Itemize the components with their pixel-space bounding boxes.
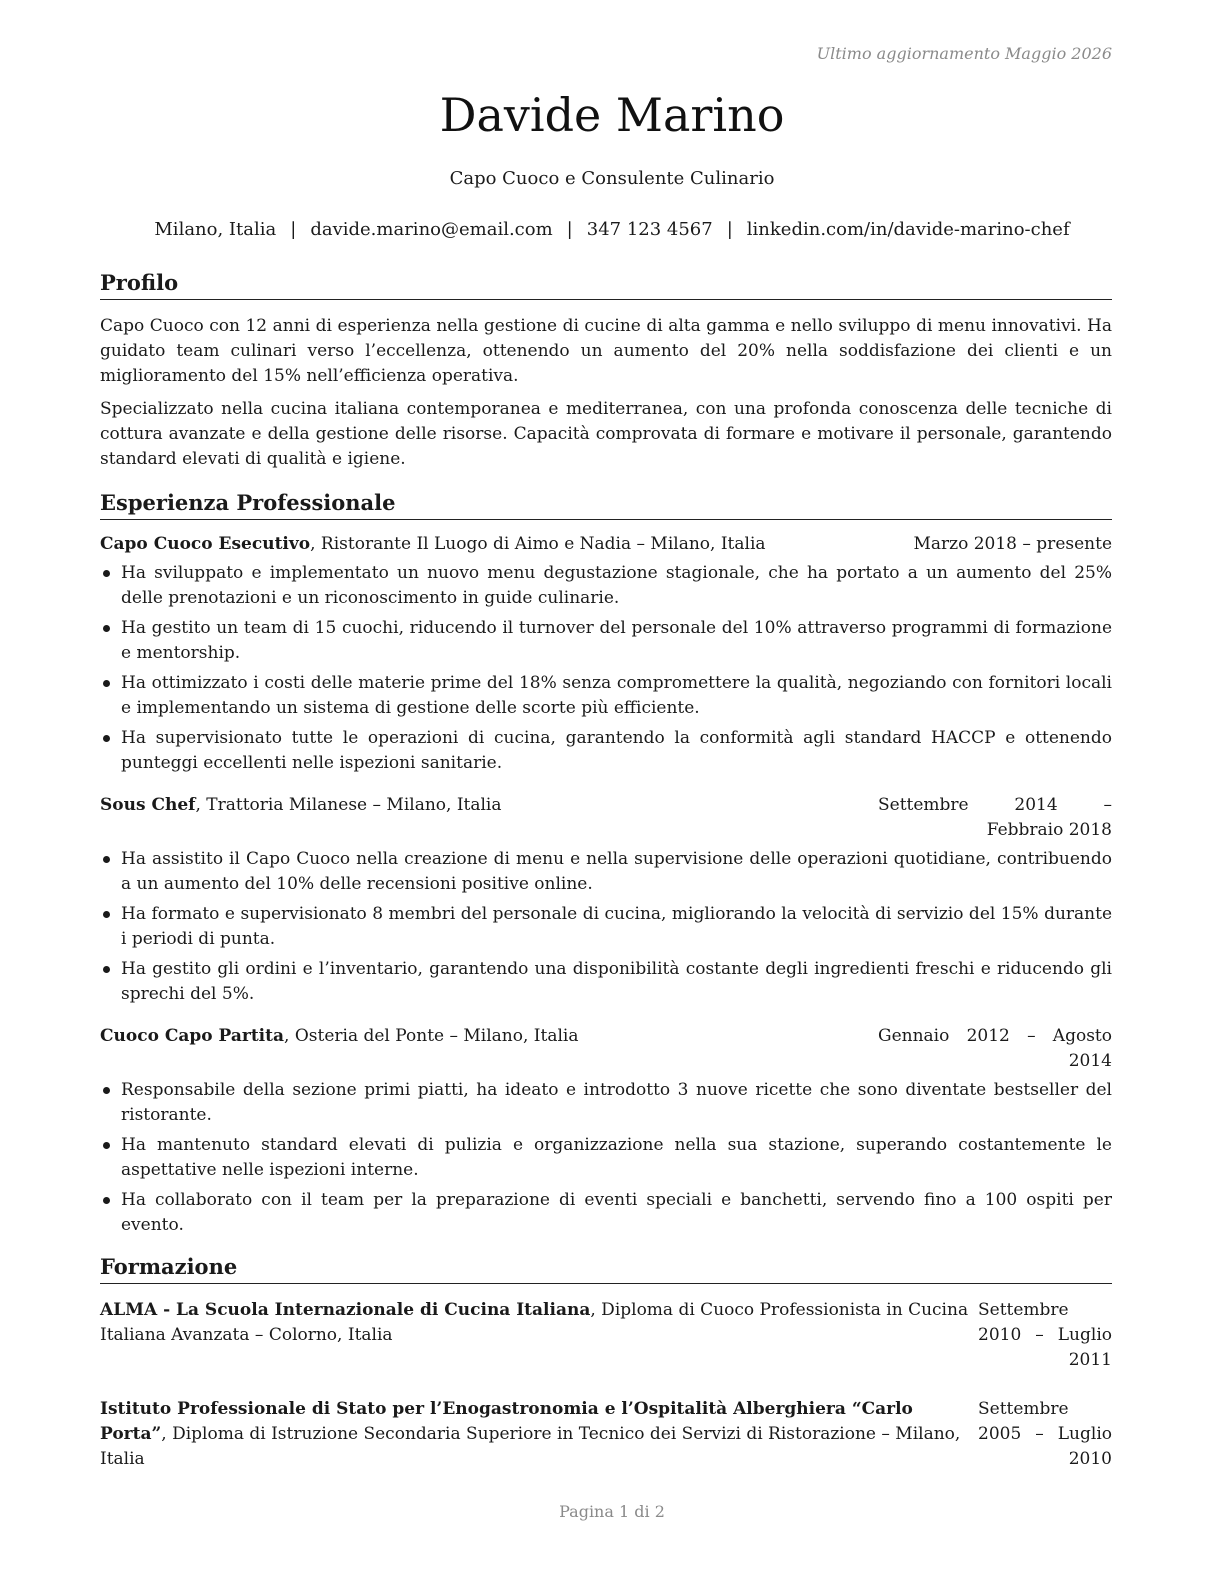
- job-bullets: [100, 561, 1112, 776]
- profile-paragraph: Specializzato nella cucina italiana contemporanea e mediterranea, con una profonda conoscenza delle tecniche di cottura avanzate e della gestione delle risorse. Capacità comprovata di formare e motivare il personale, garantendo standard elevati di qualità e igiene.: [100, 399, 1112, 469]
- education-entry: [100, 1397, 1112, 1472]
- list-item: [100, 616, 1112, 666]
- bullet-text: Ha collaborato con il team per la preparazione di eventi speciali e banchetti, servendo fino a 100 ospiti per evento.: [121, 1190, 1112, 1235]
- bullet-icon: [103, 966, 110, 973]
- bullet-icon: [103, 1087, 110, 1094]
- section-title-education: Formazione: [100, 1252, 1112, 1284]
- contact-email[interactable]: davide.marino@email.com: [310, 219, 553, 240]
- education-detail: , Diploma di Istruzione Secondaria Superiore in Tecnico dei Servizi di Ristorazione – Milano, Italia: [100, 1424, 961, 1469]
- bullet-icon: [103, 735, 110, 742]
- education-dates: Settembre 2010 – Luglio 2011: [978, 1300, 1112, 1370]
- job-bullets: [100, 847, 1112, 1007]
- education-section: [100, 1252, 1112, 1472]
- job-header: [100, 532, 1112, 557]
- education-school: ALMA - La Scuola Internazionale di Cucina Italiana: [100, 1300, 591, 1320]
- contact-linkedin[interactable]: linkedin.com/in/davide-marino-chef: [746, 219, 1070, 240]
- contact-phone[interactable]: 347 123 4567: [586, 219, 713, 240]
- job-title: [100, 793, 878, 843]
- section-title-experience: Esperienza Professionale: [100, 488, 1112, 520]
- bullet-text: Responsabile della sezione primi piatti, ha ideato e introdotto 3 nuove ricette che sono diventate bestseller del ristorante.: [121, 1080, 1112, 1125]
- job-dates: Gennaio 2012 – Agosto 2014: [878, 1026, 1112, 1071]
- contact-line: [0, 219, 1224, 240]
- list-item: [100, 847, 1112, 897]
- page-number: Pagina 1 di 2: [559, 1502, 665, 1521]
- education-description: [100, 1298, 978, 1373]
- bullet-text: Ha assistito il Capo Cuoco nella creazione di menu e nella supervisione delle operazioni quotidiane, contribuendo a un aumento del 10% delle recensioni positive online.: [121, 849, 1112, 894]
- job-subtitle: Capo Cuoco e Consulente Culinario: [449, 168, 775, 189]
- contact-separator: |: [566, 219, 573, 240]
- last-updated-note: Ultimo aggiornamento Maggio 2026: [816, 44, 1112, 63]
- experience-section: [100, 488, 1112, 1238]
- job-role: Cuoco Capo Partita: [100, 1026, 285, 1046]
- bullet-icon: [103, 911, 110, 918]
- education-detail: , Diploma di Cuoco Professionista in Cucina Italiana Avanzata – Colorno, Italia: [100, 1300, 969, 1345]
- profile-section: [100, 268, 1112, 472]
- education-school: Istituto Professionale di Stato per l’Enogastronomia e l’Ospitalità Alberghiera “Carlo Porta”: [100, 1399, 913, 1444]
- job-bullets: [100, 1078, 1112, 1238]
- bullet-text: Ha supervisionato tutte le operazioni di cucina, garantendo la conformità agli standard HACCP e ottenendo punteggi eccellenti nelle ispezioni sanitarie.: [121, 728, 1112, 773]
- contact-location: Milano, Italia: [154, 219, 277, 240]
- contact-separator: |: [726, 219, 733, 240]
- job-entry: [100, 793, 1112, 1007]
- list-item: [100, 561, 1112, 611]
- job-role: Sous Chef: [100, 795, 196, 815]
- bullet-icon: [103, 625, 110, 632]
- job-dates: Marzo 2018 – presente: [913, 534, 1112, 554]
- bullet-icon: [103, 680, 110, 687]
- bullet-text: Ha mantenuto standard elevati di pulizia e organizzazione nella sua stazione, superando costantemente le aspettative nelle ispezioni interne.: [121, 1135, 1112, 1180]
- job-role: Capo Cuoco Esecutivo: [100, 534, 311, 554]
- bullet-text: Ha formato e supervisionato 8 membri del personale di cucina, migliorando la velocità di servizio del 15% durante i periodi di punta.: [121, 904, 1112, 949]
- job-title: [100, 1024, 878, 1074]
- list-item: [100, 902, 1112, 952]
- job-title: [100, 532, 913, 557]
- profile-paragraph: Capo Cuoco con 12 anni di esperienza nella gestione di cucine di alta gamma e nello sviluppo di menu innovativi. Ha guidato team culinari verso l’eccellenza, ottenendo un aumento del 20% nella soddisfazione dei clienti e un miglioramento del 15% nell’efficienza operativa.: [100, 316, 1112, 386]
- bullet-icon: [103, 856, 110, 863]
- job-place: , Ristorante Il Luogo di Aimo e Nadia – Milano, Italia: [310, 534, 766, 554]
- bullet-text: Ha ottimizzato i costi delle materie prime del 18% senza compromettere la qualità, negoziando con fornitori locali e implementando un sistema di gestione delle scorte più efficiente.: [121, 673, 1112, 718]
- job-place: , Osteria del Ponte – Milano, Italia: [284, 1026, 579, 1046]
- job-entry: [100, 1024, 1112, 1238]
- list-item: [100, 1078, 1112, 1128]
- education-entry: [100, 1298, 1112, 1373]
- section-title-profile: Profilo: [100, 268, 1112, 300]
- candidate-name: Davide Marino: [439, 88, 785, 142]
- list-item: [100, 1133, 1112, 1183]
- job-entry: [100, 532, 1112, 776]
- resume-body: [100, 268, 1112, 1472]
- education-dates: Settembre 2005 – Luglio 2010: [978, 1399, 1112, 1469]
- job-header: [100, 793, 1112, 843]
- list-item: [100, 671, 1112, 721]
- bullet-text: Ha gestito gli ordini e l’inventario, garantendo una disponibilità costante degli ingredienti freschi e riducendo gli sprechi del 5%.: [121, 959, 1112, 1004]
- job-header: [100, 1024, 1112, 1074]
- job-place: , Trattoria Milanese – Milano, Italia: [195, 795, 502, 815]
- bullet-text: Ha gestito un team di 15 cuochi, riducendo il turnover del personale del 10% attraverso programmi di formazione e mentorship.: [121, 618, 1112, 663]
- list-item: [100, 1188, 1112, 1238]
- education-description: [100, 1397, 978, 1472]
- bullet-icon: [103, 1142, 110, 1149]
- bullet-text: Ha sviluppato e implementato un nuovo menu degustazione stagionale, che ha portato a un aumento del 25% delle prenotazioni e un riconoscimento in guide culinarie.: [121, 563, 1112, 608]
- job-dates: Settembre 2014 – Febbraio 2018: [878, 795, 1112, 840]
- list-item: [100, 726, 1112, 776]
- bullet-icon: [103, 1197, 110, 1204]
- bullet-icon: [103, 570, 110, 577]
- contact-separator: |: [290, 219, 297, 240]
- list-item: [100, 957, 1112, 1007]
